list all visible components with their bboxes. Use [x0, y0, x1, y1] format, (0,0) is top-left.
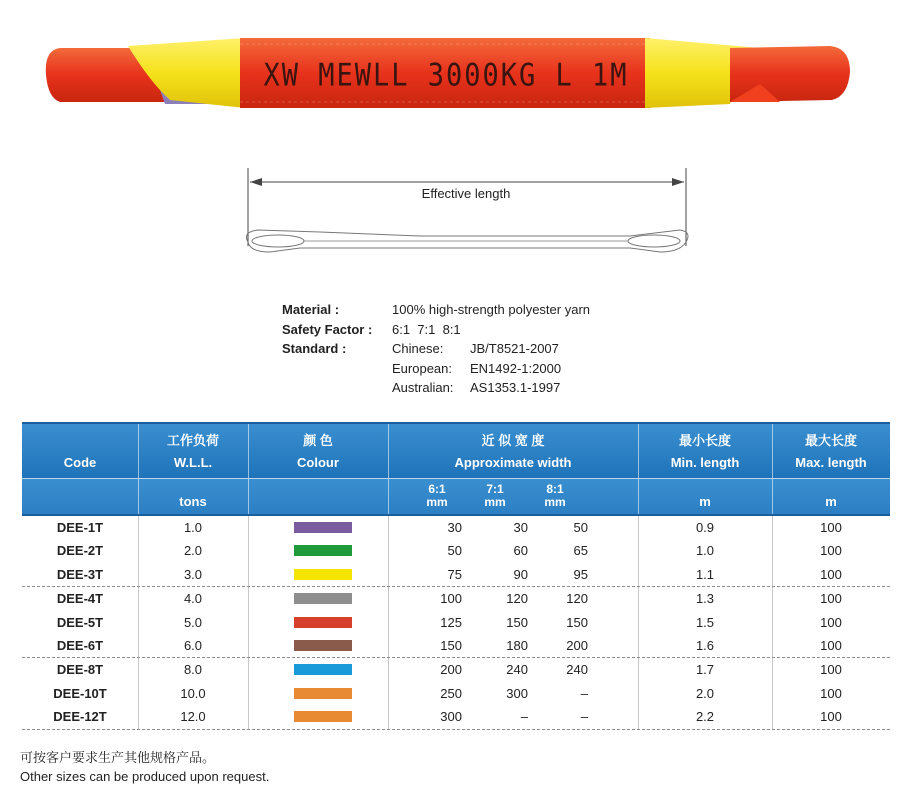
footer-note — [20, 748, 269, 786]
unit-w2-ratio: 7:1 — [486, 482, 504, 496]
row-max-length: 100 — [820, 543, 842, 559]
colour-swatch — [294, 569, 352, 580]
row-width-8-1: 200 — [566, 637, 588, 653]
unit-w1-ratio: 6:1 — [428, 482, 446, 496]
row-colour — [248, 563, 388, 586]
footer-note-zh: 可按客户要求生产其他规格产品。 — [20, 750, 216, 765]
row-width-7-1: 300 — [506, 685, 528, 701]
specifications — [282, 300, 590, 398]
header-colour-en: Colour — [297, 455, 339, 470]
row-width-6-1: 125 — [440, 614, 462, 630]
colour-swatch — [294, 522, 352, 533]
row-min-length: 2.2 — [695, 709, 715, 725]
unit-w3 — [534, 483, 576, 509]
row-wll: 10.0 — [180, 685, 206, 701]
row-max-length: 100 — [820, 685, 842, 701]
row-wll: 6.0 — [183, 637, 203, 653]
footer-note-en: Other sizes can be produced upon request. — [20, 769, 270, 784]
standard-row — [282, 339, 590, 359]
row-max-length: 100 — [820, 591, 842, 607]
row-width-7-1: 240 — [506, 662, 528, 678]
specification-table — [22, 422, 890, 730]
row-width-7-1: 180 — [506, 637, 528, 653]
row-width-6-1: 100 — [440, 591, 462, 607]
row-width-8-1: – — [580, 709, 588, 725]
header-max-length — [772, 432, 890, 472]
colour-swatch — [294, 688, 352, 699]
table-units-header — [22, 478, 890, 516]
row-width-6-1: 250 — [440, 685, 462, 701]
header-colour-zh: 颜 色 — [303, 433, 333, 448]
unit-w1 — [416, 483, 458, 509]
row-wll: 8.0 — [183, 662, 203, 678]
standard-australian — [392, 378, 560, 398]
row-width-6-1: 50 — [447, 543, 462, 559]
row-wll: 3.0 — [183, 566, 203, 582]
unit-max: m — [825, 494, 837, 509]
standard-region: Australian: — [392, 380, 454, 395]
standard-code: EN1492-1:2000 — [470, 360, 562, 376]
colour-swatch — [294, 593, 352, 604]
header-max-en: Max. length — [795, 455, 867, 470]
material-row — [282, 300, 590, 320]
row-width-6-1: 200 — [440, 662, 462, 678]
table-body — [22, 516, 890, 730]
row-wll: 12.0 — [180, 709, 206, 725]
unit-w2 — [474, 483, 516, 509]
row-width-8-1: 150 — [566, 614, 588, 630]
row-width-8-1: 50 — [573, 520, 588, 535]
unit-min: m — [699, 494, 711, 509]
standard-region: European: — [392, 360, 452, 376]
row-code: DEE-12T — [53, 709, 107, 725]
standard-chinese — [392, 339, 559, 359]
table-row — [22, 516, 890, 539]
row-min-length: 1.6 — [695, 637, 715, 653]
row-width-7-1: 30 — [513, 520, 528, 535]
row-width-8-1: 240 — [566, 662, 588, 678]
table-row — [22, 705, 890, 729]
row-colour — [248, 658, 388, 681]
standard-key: Standard : — [282, 341, 347, 356]
row-width-6-1: 75 — [447, 566, 462, 582]
row-width-7-1: 150 — [506, 614, 528, 630]
header-width — [388, 432, 638, 472]
table-row — [22, 658, 890, 681]
unit-w1-mm: mm — [426, 495, 448, 509]
row-colour — [248, 705, 388, 728]
row-code: DEE-5T — [56, 614, 104, 630]
row-min-length: 1.5 — [695, 614, 715, 630]
row-width-8-1: 120 — [566, 591, 588, 607]
row-wll: 5.0 — [183, 614, 203, 630]
table-row — [22, 682, 890, 705]
row-min-length: 2.0 — [695, 685, 715, 701]
header-code: Code — [63, 455, 97, 470]
row-max-length: 100 — [820, 566, 842, 582]
row-colour — [248, 634, 388, 657]
header-width-en: Approximate width — [454, 455, 572, 470]
row-max-length: 100 — [820, 520, 842, 535]
unit-w3-mm: mm — [544, 495, 566, 509]
colour-swatch — [294, 664, 352, 675]
row-max-length: 100 — [820, 709, 842, 725]
row-min-length: 1.1 — [695, 566, 715, 582]
row-min-length: 1.3 — [695, 591, 715, 607]
header-min-length — [638, 432, 772, 472]
row-width-7-1: 90 — [513, 566, 528, 582]
row-code: DEE-3T — [56, 566, 104, 582]
row-max-length: 100 — [820, 614, 842, 630]
row-width-7-1: 60 — [513, 543, 528, 559]
safety-factor-row — [282, 320, 590, 340]
row-colour — [248, 539, 388, 562]
header-min-zh: 最小长度 — [678, 433, 731, 448]
colour-swatch — [294, 711, 352, 722]
material-key: Material : — [282, 302, 340, 317]
row-width-6-1: 300 — [440, 709, 462, 725]
unit-w3-ratio: 8:1 — [546, 482, 564, 496]
row-width-8-1: 65 — [573, 543, 588, 559]
row-code: DEE-1T — [56, 520, 104, 535]
safety-factor-key: Safety Factor : — [282, 321, 373, 337]
sling-outline-drawing — [240, 168, 692, 264]
effective-length-label: Effective length — [421, 186, 511, 201]
colour-swatch — [294, 617, 352, 628]
unit-w2-mm: mm — [484, 495, 506, 509]
row-min-length: 0.9 — [695, 520, 715, 535]
row-width-7-1: 120 — [506, 591, 528, 607]
row-colour — [248, 611, 388, 634]
header-max-zh: 最大长度 — [804, 433, 857, 448]
standard-european — [392, 359, 561, 379]
row-min-length: 1.7 — [695, 662, 715, 678]
row-max-length: 100 — [820, 662, 842, 678]
row-width-6-1: 30 — [447, 520, 462, 535]
standard-code: JB/T8521-2007 — [470, 341, 559, 356]
header-wll-zh: 工作负荷 — [166, 433, 219, 448]
table-row — [22, 563, 890, 587]
header-min-en: Min. length — [670, 455, 740, 470]
header-width-zh: 近 似 宽 度 — [481, 433, 545, 448]
row-max-length: 100 — [820, 637, 842, 653]
table-header — [22, 422, 890, 478]
row-wll: 2.0 — [183, 543, 203, 559]
row-code: DEE-8T — [56, 662, 104, 678]
row-code: DEE-10T — [53, 685, 107, 701]
header-wll — [138, 432, 248, 472]
sling-print-text: XW MEWLL 3000KG L 1M — [263, 57, 629, 94]
safety-factor-value: 6:1 7:1 8:1 — [392, 321, 461, 337]
row-width-7-1: – — [520, 709, 528, 725]
row-min-length: 1.0 — [695, 543, 715, 559]
standard-row-australian — [282, 378, 590, 398]
header-colour — [248, 432, 388, 472]
row-colour — [248, 587, 388, 610]
header-wll-en: W.L.L. — [173, 455, 213, 470]
row-colour — [248, 516, 388, 539]
row-code: DEE-4T — [56, 591, 104, 607]
material-value: 100% high-strength polyester yarn — [392, 302, 591, 317]
colour-swatch — [294, 640, 352, 651]
row-width-8-1: – — [580, 685, 588, 701]
row-wll: 4.0 — [183, 591, 203, 607]
standard-region: Chinese: — [392, 341, 444, 356]
row-wll: 1.0 — [183, 520, 203, 535]
colour-swatch — [294, 545, 352, 556]
table-row — [22, 587, 890, 610]
effective-length-diagram — [240, 168, 692, 264]
standard-code: AS1353.1-1997 — [470, 380, 561, 395]
table-row — [22, 611, 890, 634]
unit-wll: tons — [179, 494, 207, 509]
row-width-8-1: 95 — [573, 566, 588, 582]
row-code: DEE-2T — [56, 543, 104, 559]
table-row — [22, 634, 890, 658]
standard-row-european — [282, 359, 590, 379]
row-colour — [248, 682, 388, 705]
table-row — [22, 539, 890, 562]
row-code: DEE-6T — [56, 637, 104, 653]
row-width-6-1: 150 — [440, 637, 462, 653]
